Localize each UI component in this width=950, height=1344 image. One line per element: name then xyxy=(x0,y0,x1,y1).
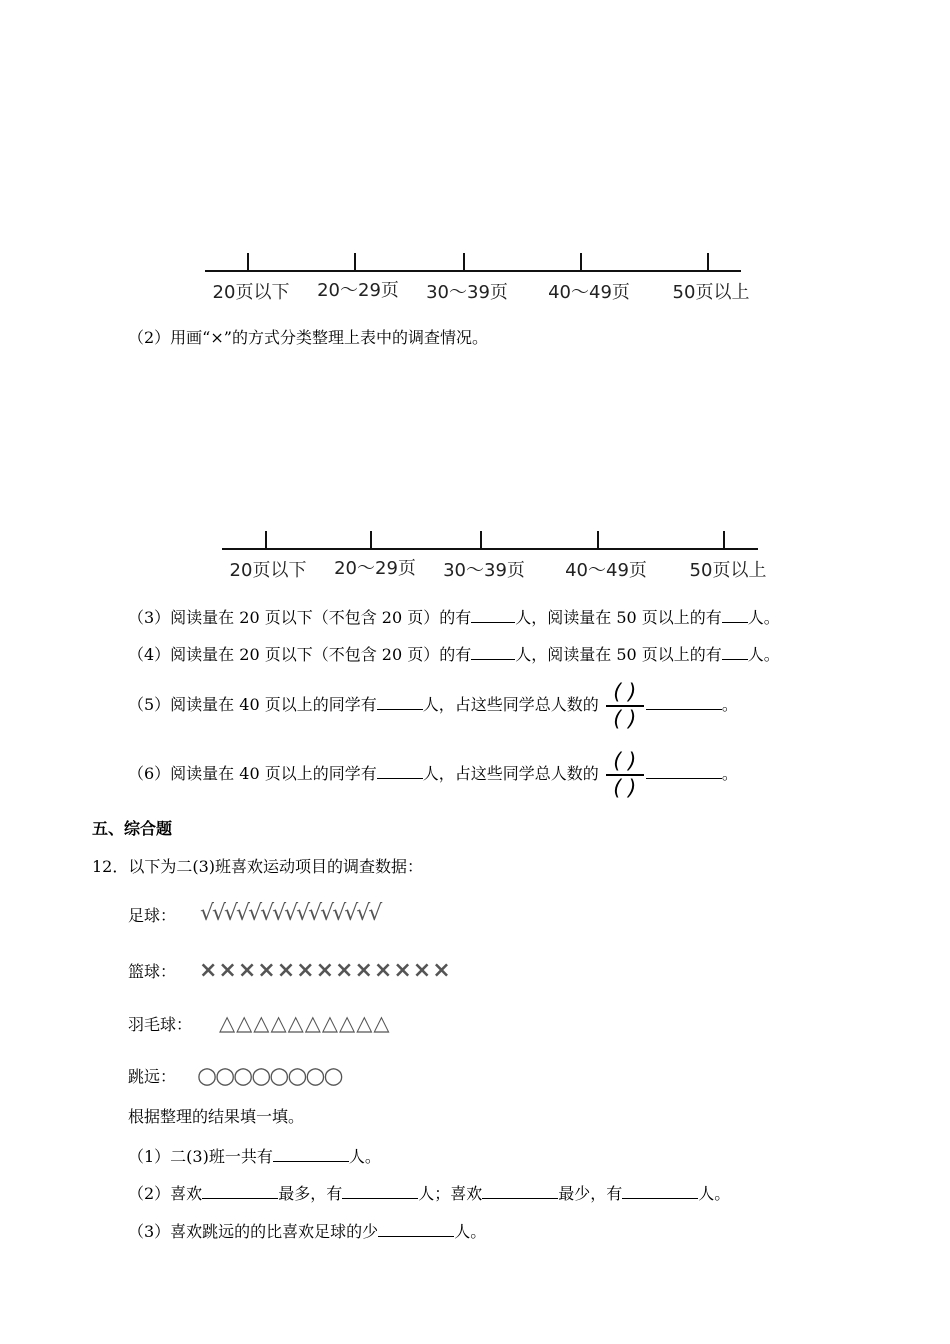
axis-1-label: 30～39页 xyxy=(426,282,508,303)
q12-row-badminton-label: 羽毛球： xyxy=(128,1015,193,1034)
q6-blank-fraction[interactable] xyxy=(646,762,722,779)
axis-1-tick xyxy=(247,253,249,271)
q12-s2-text-b: 最多，有 xyxy=(278,1184,343,1203)
q5-text-b: 人，占这些同学总人数的 xyxy=(422,695,599,714)
q12-s2-text-d: 最少，有 xyxy=(558,1184,623,1203)
q3-blank-1[interactable] xyxy=(471,606,515,623)
q12-s2-text-e: 人。 xyxy=(698,1184,731,1203)
axis-2-label: 40～49页 xyxy=(565,560,647,581)
axis-2-tick xyxy=(265,531,267,549)
q6-fraction-denominator: ( ) xyxy=(613,775,637,800)
axis-1-tick xyxy=(580,253,582,271)
q6-fraction[interactable] xyxy=(604,750,646,800)
question-3 xyxy=(128,606,780,628)
q5-blank-fraction[interactable] xyxy=(646,693,722,710)
axis-1-label: 40～49页 xyxy=(548,282,630,303)
q4-text-c: 人。 xyxy=(747,645,780,664)
q5-fraction-numerator: ( ) xyxy=(613,679,637,704)
q12-row-badminton-marks: △△△△△△△△△△ xyxy=(219,1011,391,1035)
q4-blank-1[interactable] xyxy=(471,643,515,660)
q5-text-a: （5）阅读量在 40 页以上的同学有 xyxy=(128,695,377,714)
axis-2-label: 20页以下 xyxy=(229,560,307,581)
q3-text-b: 人，阅读量在 50 页以上的有 xyxy=(515,608,722,627)
axis-1-label: 20～29页 xyxy=(317,280,399,301)
section-5-title: 五、综合题 xyxy=(92,819,173,838)
axis-2-label: 50页以上 xyxy=(689,560,767,581)
axis-2-label: 30～39页 xyxy=(443,560,525,581)
q12-s3-text-a: （3）喜欢跳远的的比喜欢足球的少 xyxy=(128,1222,379,1241)
q12-s2-blank-1[interactable] xyxy=(202,1182,278,1199)
axis-1-label: 50页以上 xyxy=(672,282,750,303)
q12-row-longjump-label: 跳远： xyxy=(128,1067,177,1086)
axis-2-tick xyxy=(597,531,599,549)
q4-blank-2[interactable] xyxy=(722,643,748,660)
q12-s2-blank-2[interactable] xyxy=(342,1182,418,1199)
q5-fraction-denominator: ( ) xyxy=(613,706,637,731)
q12-s1-blank[interactable] xyxy=(273,1145,349,1162)
q12-sub-2 xyxy=(128,1182,730,1204)
q12-s2-blank-4[interactable] xyxy=(622,1182,698,1199)
q12-s2-blank-3[interactable] xyxy=(482,1182,558,1199)
q12-instruction: 根据整理的结果填一填。 xyxy=(128,1107,305,1126)
q6-fraction-numerator: ( ) xyxy=(613,748,637,773)
q12-row-longjump-marks: ○○○○○○○○ xyxy=(197,1063,342,1089)
q12-row-basketball-label: 篮球： xyxy=(128,962,177,981)
q12-row-basketball-marks: ××××××××××××× xyxy=(199,958,452,983)
q5-fraction[interactable] xyxy=(604,681,646,731)
axis-2-tick xyxy=(480,531,482,549)
q6-blank-count[interactable] xyxy=(377,762,423,779)
question-6 xyxy=(128,749,738,800)
axis-1-tick xyxy=(707,253,709,271)
question-12-title: 12．以下为二(3)班喜欢运动项目的调查数据： xyxy=(92,857,424,876)
q3-blank-2[interactable] xyxy=(722,606,748,623)
q12-s2-text-c: 人；喜欢 xyxy=(418,1184,483,1203)
question-4 xyxy=(128,643,780,665)
axis-2-line xyxy=(222,548,758,550)
question-5 xyxy=(128,680,738,731)
q12-s1-text-a: （1）二(3)班一共有 xyxy=(128,1147,273,1166)
q6-text-b: 人，占这些同学总人数的 xyxy=(422,764,599,783)
q12-sub-1 xyxy=(128,1145,381,1167)
axis-2-tick xyxy=(370,531,372,549)
q3-text-a: （3）阅读量在 20 页以下（不包含 20 页）的有 xyxy=(128,608,472,627)
q6-text-a: （6）阅读量在 40 页以上的同学有 xyxy=(128,764,377,783)
q12-row-football-marks: √√√√√√√√√√√√√√√ xyxy=(200,901,381,926)
q12-s3-blank[interactable] xyxy=(378,1220,454,1237)
axis-1-line xyxy=(205,270,741,272)
q12-s1-text-b: 人。 xyxy=(348,1147,381,1166)
q3-text-c: 人。 xyxy=(747,608,780,627)
q6-text-end: 。 xyxy=(721,764,738,783)
q4-text-a: （4）阅读量在 20 页以下（不包含 20 页）的有 xyxy=(128,645,472,664)
axis-1-tick xyxy=(354,253,356,271)
axis-2-tick xyxy=(723,531,725,549)
q12-s2-text-a: （2）喜欢 xyxy=(128,1184,203,1203)
q12-s3-text-b: 人。 xyxy=(454,1222,487,1241)
axis-2-label: 20～29页 xyxy=(334,558,416,579)
q4-text-b: 人，阅读量在 50 页以上的有 xyxy=(515,645,722,664)
question-2: （2）用画“×”的方式分类整理上表中的调查情况。 xyxy=(128,328,488,347)
axis-1-label: 20页以下 xyxy=(212,282,290,303)
q12-sub-3 xyxy=(128,1220,486,1242)
axis-1-tick xyxy=(463,253,465,271)
q5-blank-count[interactable] xyxy=(377,693,423,710)
q12-row-football-label: 足球： xyxy=(128,906,177,925)
q5-text-end: 。 xyxy=(721,695,738,714)
